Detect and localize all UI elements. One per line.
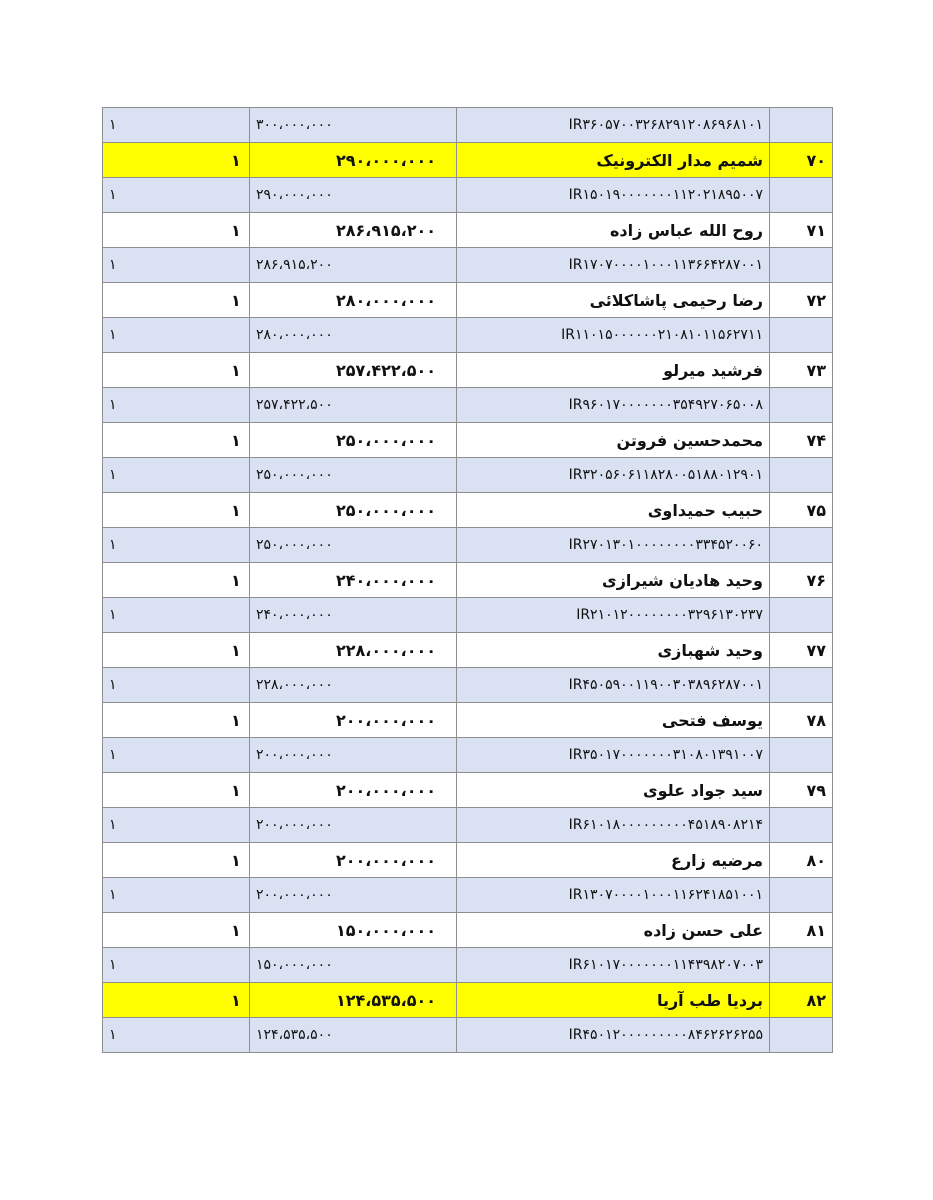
payee-name-cell: علی حسن زاده [457, 913, 770, 948]
iban-row [103, 528, 833, 563]
payee-name-cell: روح الله عباس زاده [457, 213, 770, 248]
amount-cell: ۲۸۰،۰۰۰،۰۰۰ [250, 283, 457, 318]
row-number-cell: ۷۴ [770, 423, 833, 458]
payee-name-cell: فرشید میرلو [457, 353, 770, 388]
payees-table-body [103, 108, 833, 1053]
count-cell: ۱ [103, 668, 250, 703]
amount-cell: ۲۸۶،۹۱۵،۲۰۰ [250, 248, 457, 283]
amount-cell: ۱۲۴،۵۳۵،۵۰۰ [250, 1018, 457, 1053]
amount-cell: ۲۵۰،۰۰۰،۰۰۰ [250, 423, 457, 458]
count-cell: ۱ [103, 598, 250, 633]
amount-cell: ۱۵۰،۰۰۰،۰۰۰ [250, 948, 457, 983]
iban-row [103, 458, 833, 493]
payee-row [103, 143, 833, 178]
count-cell: ۱ [103, 878, 250, 913]
count-cell: ۱ [103, 388, 250, 423]
row-number-cell [770, 738, 833, 773]
iban-cell: IR۲۱۰۱۲۰۰۰۰۰۰۰۰۳۲۹۶۱۳۰۲۳۷ [457, 598, 770, 633]
iban-cell: IR۳۵۰۱۷۰۰۰۰۰۰۰۳۱۰۸۰۱۳۹۱۰۰۷ [457, 738, 770, 773]
row-number-cell [770, 388, 833, 423]
count-cell: ۱ [103, 563, 250, 598]
row-number-cell: ۸۰ [770, 843, 833, 878]
amount-cell: ۲۰۰،۰۰۰،۰۰۰ [250, 773, 457, 808]
amount-cell: ۱۵۰،۰۰۰،۰۰۰ [250, 913, 457, 948]
payee-name-cell: محمدحسین فروتن [457, 423, 770, 458]
amount-cell: ۲۰۰،۰۰۰،۰۰۰ [250, 703, 457, 738]
count-cell: ۱ [103, 213, 250, 248]
count-cell: ۱ [103, 353, 250, 388]
amount-cell: ۱۲۴،۵۳۵،۵۰۰ [250, 983, 457, 1018]
payee-row [103, 983, 833, 1018]
amount-cell: ۲۹۰،۰۰۰،۰۰۰ [250, 178, 457, 213]
row-number-cell [770, 528, 833, 563]
row-number-cell: ۸۱ [770, 913, 833, 948]
count-cell: ۱ [103, 983, 250, 1018]
iban-row [103, 178, 833, 213]
iban-row [103, 948, 833, 983]
count-cell: ۱ [103, 528, 250, 563]
iban-cell: IR۴۵۰۱۲۰۰۰۰۰۰۰۰۰۸۴۶۲۶۲۶۲۵۵ [457, 1018, 770, 1053]
iban-cell: IR۱۷۰۷۰۰۰۰۱۰۰۰۱۱۳۶۶۴۲۸۷۰۰۱ [457, 248, 770, 283]
iban-row [103, 248, 833, 283]
row-number-cell [770, 1018, 833, 1053]
amount-cell: ۲۴۰،۰۰۰،۰۰۰ [250, 598, 457, 633]
row-number-cell [770, 178, 833, 213]
amount-cell: ۲۰۰،۰۰۰،۰۰۰ [250, 738, 457, 773]
row-number-cell: ۷۶ [770, 563, 833, 598]
iban-row [103, 738, 833, 773]
iban-cell: IR۱۱۰۱۵۰۰۰۰۰۰۲۱۰۸۱۰۱۱۵۶۲۷۱۱ [457, 318, 770, 353]
iban-cell: IR۴۵۰۵۹۰۰۱۱۹۰۰۳۰۳۸۹۶۲۸۷۰۰۱ [457, 668, 770, 703]
amount-cell: ۲۹۰،۰۰۰،۰۰۰ [250, 143, 457, 178]
payee-name-cell: حبیب حمیداوی [457, 493, 770, 528]
payees-table [102, 107, 833, 1053]
iban-cell: IR۱۳۰۷۰۰۰۰۱۰۰۰۱۱۶۲۴۱۸۵۱۰۰۱ [457, 878, 770, 913]
payee-row [103, 493, 833, 528]
payee-row [103, 633, 833, 668]
count-cell: ۱ [103, 458, 250, 493]
payee-name-cell: وحید هادیان شیرازی [457, 563, 770, 598]
count-cell: ۱ [103, 283, 250, 318]
iban-cell: IR۲۷۰۱۳۰۱۰۰۰۰۰۰۰۰۳۳۴۵۲۰۰۶۰ [457, 528, 770, 563]
amount-cell: ۲۲۸،۰۰۰،۰۰۰ [250, 633, 457, 668]
payee-row [103, 563, 833, 598]
amount-cell: ۲۰۰،۰۰۰،۰۰۰ [250, 808, 457, 843]
amount-cell: ۲۸۶،۹۱۵،۲۰۰ [250, 213, 457, 248]
payee-name-cell: سید جواد علوی [457, 773, 770, 808]
iban-cell: IR۹۶۰۱۷۰۰۰۰۰۰۰۳۵۴۹۲۷۰۶۵۰۰۸ [457, 388, 770, 423]
iban-row [103, 388, 833, 423]
row-number-cell: ۷۵ [770, 493, 833, 528]
iban-row [103, 108, 833, 143]
count-cell: ۱ [103, 808, 250, 843]
payee-row [103, 213, 833, 248]
row-number-cell: ۷۰ [770, 143, 833, 178]
iban-row [103, 318, 833, 353]
count-cell: ۱ [103, 248, 250, 283]
payee-row [103, 913, 833, 948]
payee-row [103, 283, 833, 318]
count-cell: ۱ [103, 423, 250, 458]
count-cell: ۱ [103, 108, 250, 143]
iban-cell: IR۳۲۰۵۶۰۶۱۱۸۲۸۰۰۵۱۸۸۰۱۲۹۰۱ [457, 458, 770, 493]
count-cell: ۱ [103, 913, 250, 948]
payee-name-cell: رضا رحیمی پاشاکلائی [457, 283, 770, 318]
row-number-cell: ۷۷ [770, 633, 833, 668]
iban-cell: IR۳۶۰۵۷۰۰۳۲۶۸۲۹۱۲۰۸۶۹۶۸۱۰۱ [457, 108, 770, 143]
row-number-cell [770, 878, 833, 913]
row-number-cell: ۸۲ [770, 983, 833, 1018]
row-number-cell [770, 458, 833, 493]
count-cell: ۱ [103, 493, 250, 528]
row-number-cell [770, 108, 833, 143]
count-cell: ۱ [103, 703, 250, 738]
amount-cell: ۲۵۰،۰۰۰،۰۰۰ [250, 528, 457, 563]
amount-cell: ۲۰۰،۰۰۰،۰۰۰ [250, 878, 457, 913]
amount-cell: ۲۲۸،۰۰۰،۰۰۰ [250, 668, 457, 703]
payee-row [103, 703, 833, 738]
amount-cell: ۲۵۷،۴۲۲،۵۰۰ [250, 388, 457, 423]
iban-row [103, 668, 833, 703]
row-number-cell: ۷۳ [770, 353, 833, 388]
row-number-cell [770, 668, 833, 703]
count-cell: ۱ [103, 773, 250, 808]
iban-row [103, 598, 833, 633]
payee-row [103, 423, 833, 458]
amount-cell: ۲۴۰،۰۰۰،۰۰۰ [250, 563, 457, 598]
row-number-cell: ۷۲ [770, 283, 833, 318]
amount-cell: ۲۰۰،۰۰۰،۰۰۰ [250, 843, 457, 878]
row-number-cell [770, 948, 833, 983]
payee-row [103, 773, 833, 808]
payee-name-cell: شمیم مدار الکترونیک [457, 143, 770, 178]
amount-cell: ۲۸۰،۰۰۰،۰۰۰ [250, 318, 457, 353]
row-number-cell [770, 318, 833, 353]
iban-row [103, 1018, 833, 1053]
iban-cell: IR۱۵۰۱۹۰۰۰۰۰۰۰۱۱۲۰۲۱۸۹۵۰۰۷ [457, 178, 770, 213]
payee-name-cell: یوسف فتحی [457, 703, 770, 738]
count-cell: ۱ [103, 948, 250, 983]
count-cell: ۱ [103, 1018, 250, 1053]
amount-cell: ۲۵۷،۴۲۲،۵۰۰ [250, 353, 457, 388]
row-number-cell [770, 598, 833, 633]
iban-cell: IR۶۱۰۱۸۰۰۰۰۰۰۰۰۰۴۵۱۸۹۰۸۲۱۴ [457, 808, 770, 843]
amount-cell: ۲۵۰،۰۰۰،۰۰۰ [250, 458, 457, 493]
count-cell: ۱ [103, 143, 250, 178]
iban-row [103, 808, 833, 843]
iban-row [103, 878, 833, 913]
row-number-cell [770, 808, 833, 843]
count-cell: ۱ [103, 843, 250, 878]
amount-cell: ۳۰۰،۰۰۰،۰۰۰ [250, 108, 457, 143]
payee-name-cell: بردیا طب آریا [457, 983, 770, 1018]
row-number-cell [770, 248, 833, 283]
row-number-cell: ۷۸ [770, 703, 833, 738]
count-cell: ۱ [103, 178, 250, 213]
count-cell: ۱ [103, 318, 250, 353]
payee-name-cell: مرضیه زارع [457, 843, 770, 878]
payee-row [103, 843, 833, 878]
iban-cell: IR۶۱۰۱۷۰۰۰۰۰۰۰۱۱۴۳۹۸۲۰۷۰۰۳ [457, 948, 770, 983]
payee-row [103, 353, 833, 388]
row-number-cell: ۷۱ [770, 213, 833, 248]
payee-name-cell: وحید شهبازی [457, 633, 770, 668]
count-cell: ۱ [103, 738, 250, 773]
count-cell: ۱ [103, 633, 250, 668]
row-number-cell: ۷۹ [770, 773, 833, 808]
amount-cell: ۲۵۰،۰۰۰،۰۰۰ [250, 493, 457, 528]
